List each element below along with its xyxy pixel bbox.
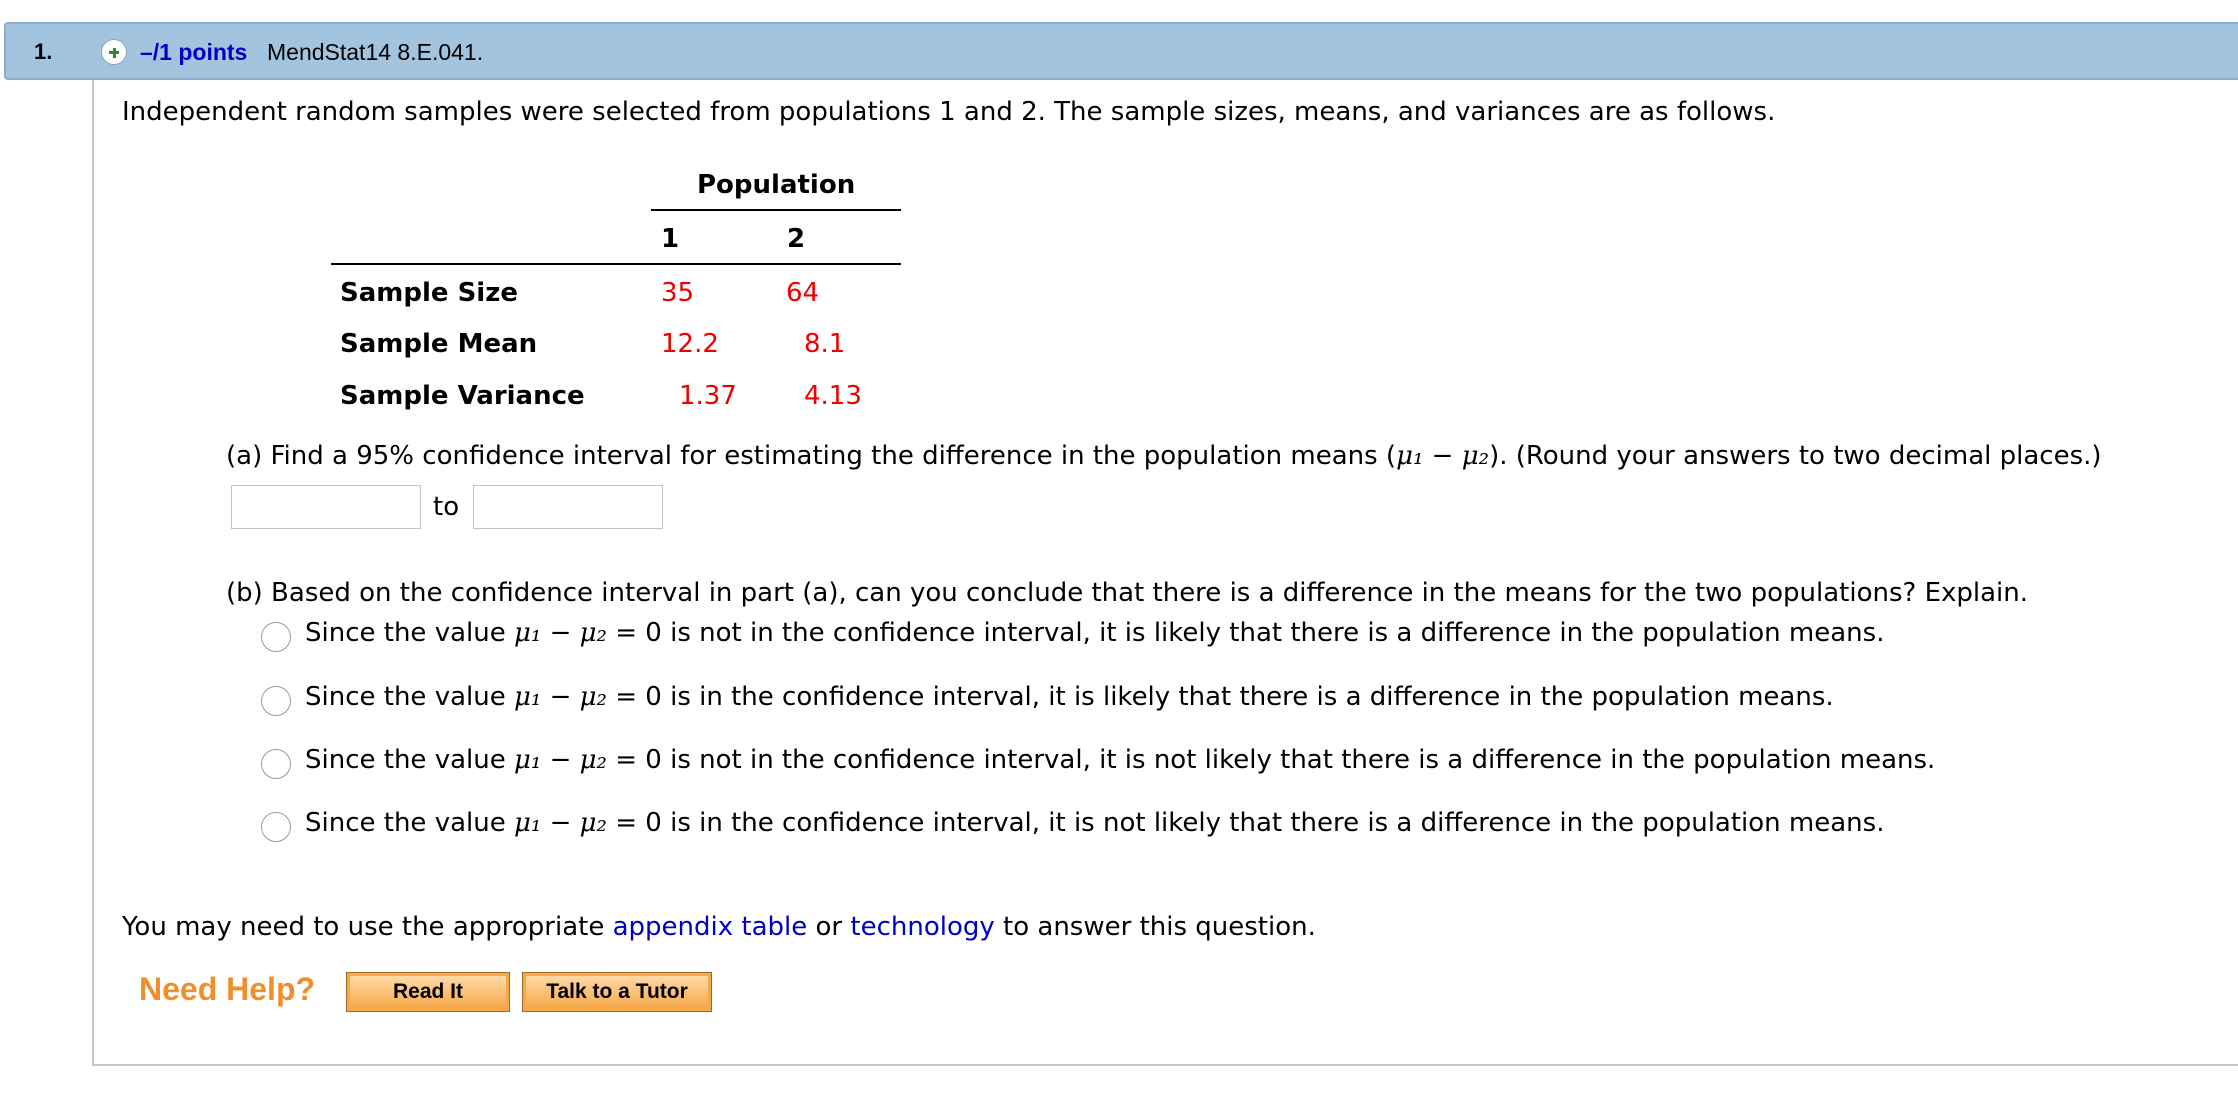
appendix-note [122, 912, 1316, 942]
expand-plus-icon[interactable] [101, 39, 127, 65]
part-a-suffix: ). (Round your answers to two decimal places.) [1489, 441, 2102, 471]
mu1-symbol: μ₁ [513, 808, 542, 838]
table-row-label: Sample Variance [340, 381, 585, 411]
appendix-table-link[interactable]: appendix table [612, 912, 808, 942]
table-row-label: Sample Mean [340, 329, 538, 359]
table-cell: 8.1 [804, 329, 846, 359]
need-help-label: Need Help? [139, 971, 316, 1007]
option-suffix: = 0 is in the confidence interval, it is likely that there is a difference in the population means. [606, 682, 1834, 712]
option-radio-3[interactable] [261, 749, 291, 779]
mu2-symbol: μ₂ [579, 808, 607, 838]
part-a-prompt [226, 441, 2102, 471]
option-prefix: Since the value [305, 682, 514, 712]
ci-lower-input[interactable] [231, 485, 421, 529]
question-intro: Independent random samples were selected from populations 1 and 2. The sample sizes, means, and variances are as follows. [122, 97, 1776, 127]
note-text: to answer this question. [994, 912, 1316, 942]
minus-sign: − [1423, 441, 1462, 471]
talk-to-tutor-label: Talk to a Tutor [526, 976, 708, 1008]
option-label-3[interactable] [305, 745, 1935, 775]
read-it-button[interactable] [346, 972, 510, 1012]
to-label: to [433, 492, 460, 522]
table-cell: 64 [786, 278, 820, 308]
table-cell: 1.37 [679, 381, 737, 411]
table-cell: 35 [661, 278, 695, 308]
option-prefix: Since the value [305, 808, 514, 838]
minus-sign: − [541, 682, 580, 712]
option-suffix: = 0 is not in the confidence interval, it is not likely that there is a difference in the population means. [606, 745, 1936, 775]
mu2-symbol: μ₂ [1461, 441, 1490, 471]
table-cell: 12.2 [661, 329, 719, 359]
option-prefix: Since the value [305, 618, 514, 648]
minus-sign: − [541, 745, 580, 775]
table-col-1: 1 [661, 224, 680, 254]
option-radio-4[interactable] [261, 812, 291, 842]
mu1-symbol: μ₁ [1396, 441, 1424, 471]
table-cell: 4.13 [804, 381, 862, 411]
mu2-symbol: μ₂ [579, 682, 607, 712]
technology-link[interactable]: technology [850, 912, 995, 942]
mu1-symbol: μ₁ [513, 618, 542, 648]
note-text: or [807, 912, 851, 942]
table-header-population: Population [697, 170, 856, 200]
note-text: You may need to use the appropriate [122, 912, 613, 942]
option-label-4[interactable] [305, 808, 1884, 838]
option-radio-1[interactable] [261, 622, 291, 652]
part-b-prompt: (b) Based on the confidence interval in part (a), can you conclude that there is a difference in the means for the two populations? Explain. [226, 578, 2029, 608]
read-it-label: Read It [350, 976, 506, 1008]
option-suffix: = 0 is in the confidence interval, it is not likely that there is a difference in the population means. [606, 808, 1885, 838]
question-number: 1. [34, 39, 53, 64]
mu1-symbol: μ₁ [513, 682, 542, 712]
talk-to-tutor-button[interactable] [522, 972, 712, 1012]
ci-upper-input[interactable] [473, 485, 663, 529]
question-header [4, 22, 2238, 80]
points-link[interactable]: –/1 points [140, 39, 248, 65]
part-a-prefix: (a) Find a 95% confidence interval for estimating the difference in the population means ( [226, 441, 1397, 471]
option-prefix: Since the value [305, 745, 514, 775]
option-radio-2[interactable] [261, 686, 291, 716]
table-col-2: 2 [787, 224, 806, 254]
table-row-label: Sample Size [340, 278, 518, 308]
mu2-symbol: μ₂ [579, 745, 607, 775]
minus-sign: − [541, 808, 580, 838]
question-id: MendStat14 8.E.041. [267, 39, 484, 65]
option-label-1[interactable] [305, 618, 1884, 648]
mu2-symbol: μ₂ [579, 618, 607, 648]
table-rule-header [331, 263, 901, 265]
mu1-symbol: μ₁ [513, 745, 542, 775]
minus-sign: − [541, 618, 580, 648]
option-label-2[interactable] [305, 682, 1834, 712]
table-rule-top [651, 209, 901, 211]
option-suffix: = 0 is not in the confidence interval, it is likely that there is a difference in the population means. [606, 618, 1885, 648]
